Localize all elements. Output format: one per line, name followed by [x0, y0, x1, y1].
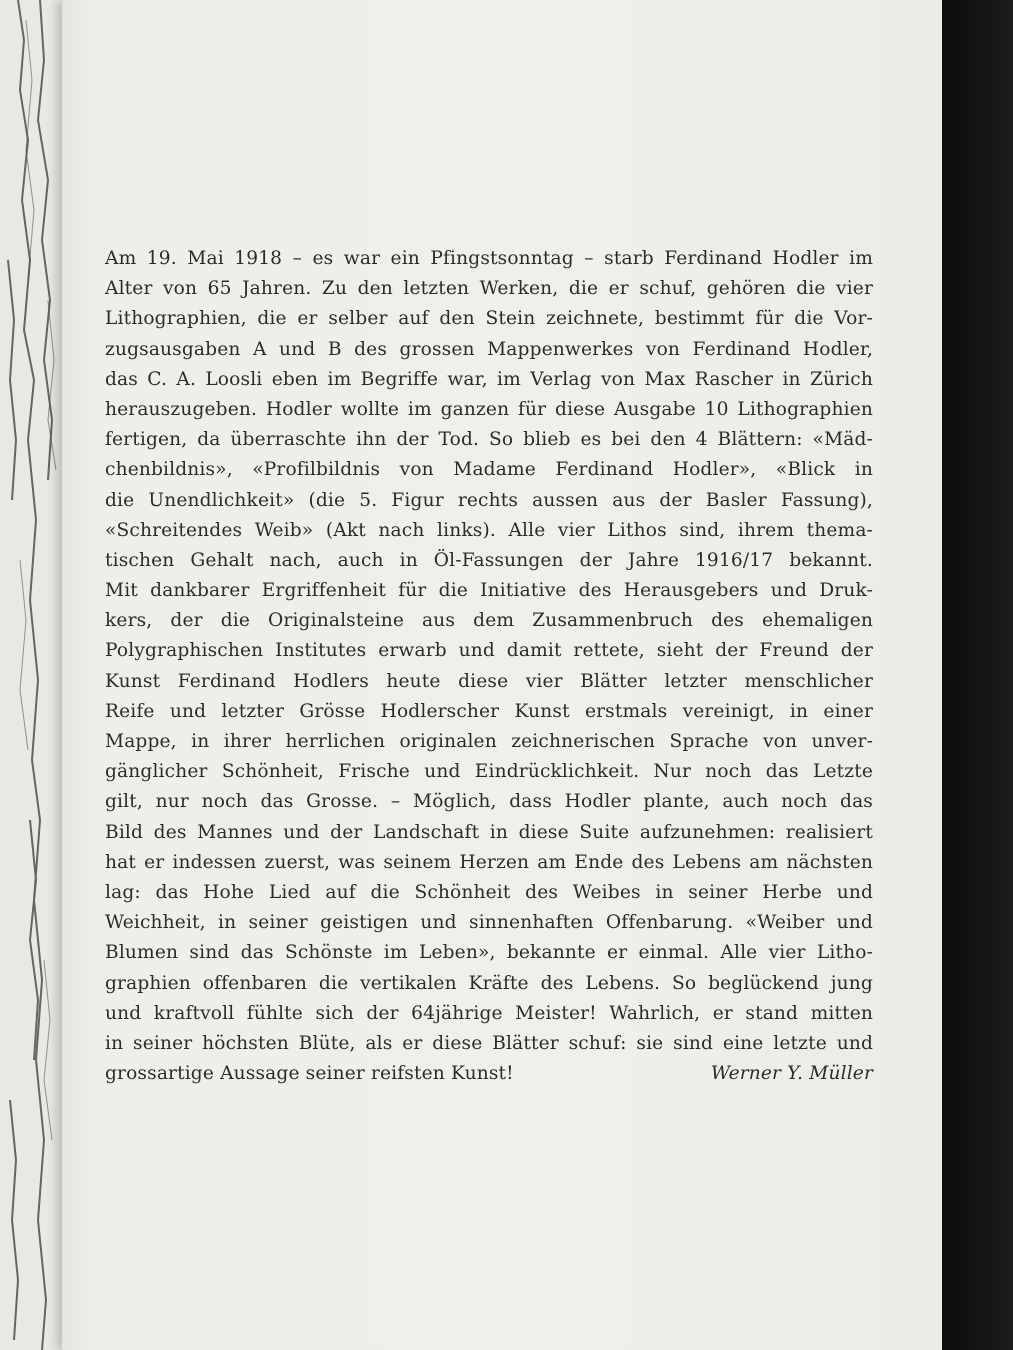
- text-line: lag: das Hohe Lied auf die Schönheit des Weibes in seiner Herbe und: [105, 881, 873, 903]
- text-line: und kraftvoll fühlte sich der 64jährige Meister! Wahrlich, er stand mitten: [105, 1002, 873, 1024]
- text-line: chenbildnis», «Profilbildnis von Madame Ferdinand Hodler», «Blick in: [105, 459, 873, 481]
- text-line: herauszugeben. Hodler wollte im ganzen für diese Ausgabe 10 Lithographien: [105, 398, 873, 420]
- text-line: graphien offenbaren die vertikalen Kräfte des Lebens. So beglückend jung: [105, 972, 873, 994]
- closing-sentence: grossartige Aussage seiner reifsten Kunst!: [105, 1063, 514, 1085]
- text-line: Alter von 65 Jahren. Zu den letzten Werken, die er schuf, gehören die vier: [105, 278, 873, 300]
- text-line: in seiner höchsten Blüte, als er diese Blätter schuf: sie sind eine letzte und: [105, 1032, 873, 1054]
- dark-background: [942, 0, 1013, 1350]
- text-line: Reife und letzter Grösse Hodlerscher Kunst erstmals vereinigt, in einer: [105, 700, 873, 722]
- author-signature: Werner Y. Müller: [710, 1063, 873, 1085]
- text-line: Lithographien, die er selber auf den Stein zeichnete, bestimmt für die Vor-: [105, 308, 873, 330]
- text-line: Mappe, in ihrer herrlichen originalen zeichnerischen Sprache von unver-: [105, 731, 873, 752]
- text-line: gänglicher Schönheit, Frische und Eindrücklichkeit. Nur noch das Letzte: [105, 761, 873, 783]
- text-line: Mit dankbarer Ergriffenheit für die Initiative des Herausgebers und Druk-: [105, 580, 873, 602]
- text-line-last: [105, 1059, 873, 1089]
- text-line: Blumen sind das Schönste im Leben», bekannte er einmal. Alle vier Litho-: [105, 942, 873, 964]
- text-line: fertigen, da überraschte ihn der Tod. So blieb es bei den 4 Blättern: «Mäd-: [105, 429, 873, 451]
- text-line: kers, der die Originalsteine aus dem Zusammenbruch des ehemaligen: [105, 610, 873, 632]
- text-line: hat er indessen zuerst, was seinem Herzen am Ende des Lebens am nächsten: [105, 851, 873, 873]
- text-line: Polygraphischen Institutes erwarb und damit rettete, sieht der Freund der: [105, 640, 873, 662]
- text-line: zugsausgaben A und B des grossen Mappenwerkes von Ferdinand Hodler,: [105, 338, 873, 360]
- text-line: das C. A. Loosli eben im Begriffe war, im Verlag von Max Rascher in Zürich: [105, 368, 873, 390]
- text-line: gilt, nur noch das Grosse. – Möglich, dass Hodler plante, auch noch das: [105, 791, 873, 813]
- text-line: Am 19. Mai 1918 – es war ein Pfingstsonntag – starb Ferdinand Hodler im: [105, 248, 873, 269]
- text-line: tischen Gehalt nach, auch in Öl-Fassungen der Jahre 1916/17 bekannt.: [105, 549, 873, 571]
- text-line: «Schreitendes Weib» (Akt nach links). Alle vier Lithos sind, ihrem thema-: [105, 519, 873, 541]
- text-line: Kunst Ferdinand Hodlers heute diese vier Blätter letzter menschlicher: [105, 670, 873, 692]
- text-line: die Unendlichkeit» (die 5. Figur rechts aussen aus der Basler Fassung),: [105, 489, 873, 511]
- body-text: [105, 244, 873, 1089]
- text-line: Weichheit, in seiner geistigen und sinnenhaften Offenbarung. «Weiber und: [105, 912, 873, 934]
- text-line: Bild des Mannes und der Landschaft in diese Suite aufzunehmen: realisiert: [105, 821, 873, 843]
